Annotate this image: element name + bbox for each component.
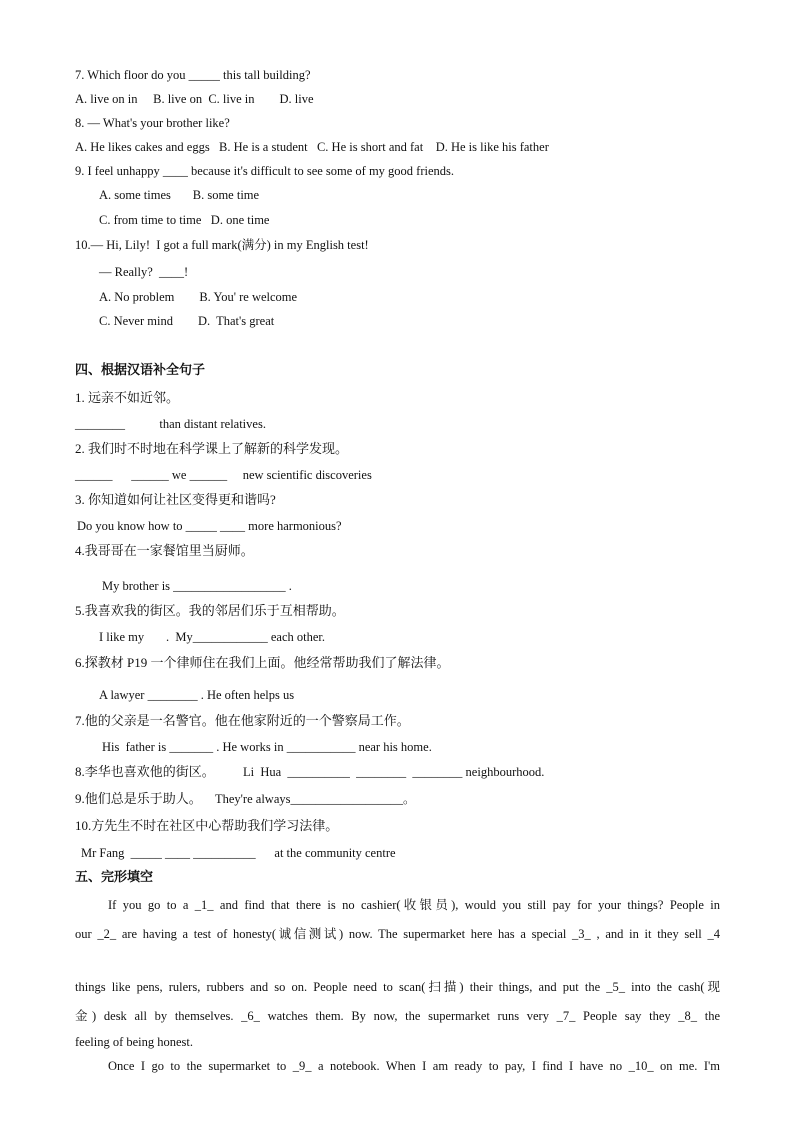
question-10: 10.— Hi, Lily! I got a full mark(满分) in my English test! (75, 238, 369, 252)
s4-item-10-chinese: 10.方先生不时在社区中心帮助我们学习法律。 (75, 818, 339, 833)
s4-item-4-chinese: 4.我哥哥在一家餐馆里当厨师。 (75, 543, 254, 558)
question-7: 7. Which floor do you _____ this tall building? (75, 68, 311, 82)
s4-item-3-english: Do you know how to _____ ____ more harmonious? (77, 519, 342, 533)
cloze-line-1: If you go to a _1_ and find that there is no cashier(收银员), would you still pay for your things? People in (108, 898, 720, 912)
cloze-line-5: feeling of being honest. (75, 1035, 194, 1049)
cloze-line-4: 金) desk all by themselves. _6_ watches them. By now, the supermarket runs very _7_ People say they _8_ the (75, 1009, 720, 1023)
cloze-paragraph-2: Once I go to the supermarket to _9_ a notebook. When I am ready to pay, I find I have no _10_ on me. I'm (108, 1059, 720, 1073)
section-4-title: 四、根据汉语补全句子 (75, 362, 206, 377)
s4-item-8-english: Li Hua __________ ________ ________ neighbourhood. (243, 765, 545, 779)
s4-item-1-english: ________ than distant relatives. (75, 417, 266, 431)
s4-item-10-english: Mr Fang _____ ____ __________ at the community centre (81, 846, 396, 860)
question-10-options-cd: C. Never mind D. That's great (99, 314, 275, 328)
question-9: 9. I feel unhappy ____ because it's difficult to see some of my good friends. (75, 164, 455, 178)
s4-item-6-english: A lawyer ________ . He often helps us (99, 688, 295, 702)
s4-item-1-chinese: 1. 远亲不如近邻。 (75, 390, 180, 405)
question-9-options-ab: A. some times B. some time (99, 188, 260, 202)
question-10-reply: — Really? ____! (99, 265, 189, 279)
section-5-title: 五、完形填空 (75, 869, 154, 884)
s4-item-8-chinese: 8.李华也喜欢他的街区。 (75, 764, 215, 779)
s4-item-5-chinese: 5.我喜欢我的街区。我的邻居们乐于互相帮助。 (75, 603, 345, 618)
s4-item-9-english: They're always__________________。 (215, 792, 416, 806)
cloze-line-2: our _2_ are having a test of honesty(诚信测试) now. The supermarket here has a special _3_ , and in it they sell _4 (75, 927, 720, 941)
question-8-options: A. He likes cakes and eggs B. He is a student C. He is short and fat D. He is like his father (75, 140, 549, 154)
s4-item-7-chinese: 7.他的父亲是一名警官。他在他家附近的一个警察局工作。 (75, 713, 410, 728)
s4-item-2-chinese: 2. 我们时不时地在科学课上了解新的科学发现。 (75, 441, 349, 456)
s4-item-9-chinese: 9.他们总是乐于助人。 (75, 791, 202, 806)
question-8: 8. — What's your brother like? (75, 116, 230, 130)
s4-item-5-english: I like my . My____________ each other. (99, 630, 326, 644)
question-10-options-ab: A. No problem B. You' re welcome (99, 290, 298, 304)
s4-item-3-chinese: 3. 你知道如何让社区变得更和谐吗? (75, 492, 276, 507)
question-9-options-cd: C. from time to time D. one time (99, 213, 270, 227)
s4-item-2-english: ______ ______ we ______ new scientific discoveries (75, 468, 372, 482)
s4-item-4-english: My brother is __________________ . (102, 579, 292, 593)
question-7-options: A. live on in B. live on C. live in D. live (75, 92, 314, 106)
s4-item-7-english: His father is _______ . He works in ___________ near his home. (102, 740, 432, 754)
cloze-line-3: things like pens, rulers, rubbers and so on. People need to scan(扫描) their things, and put the _5_ into the cash(现 (75, 980, 720, 994)
s4-item-6-chinese: 6.探教材 P19 一个律师住在我们上面。他经常帮助我们了解法律。 (75, 655, 450, 670)
